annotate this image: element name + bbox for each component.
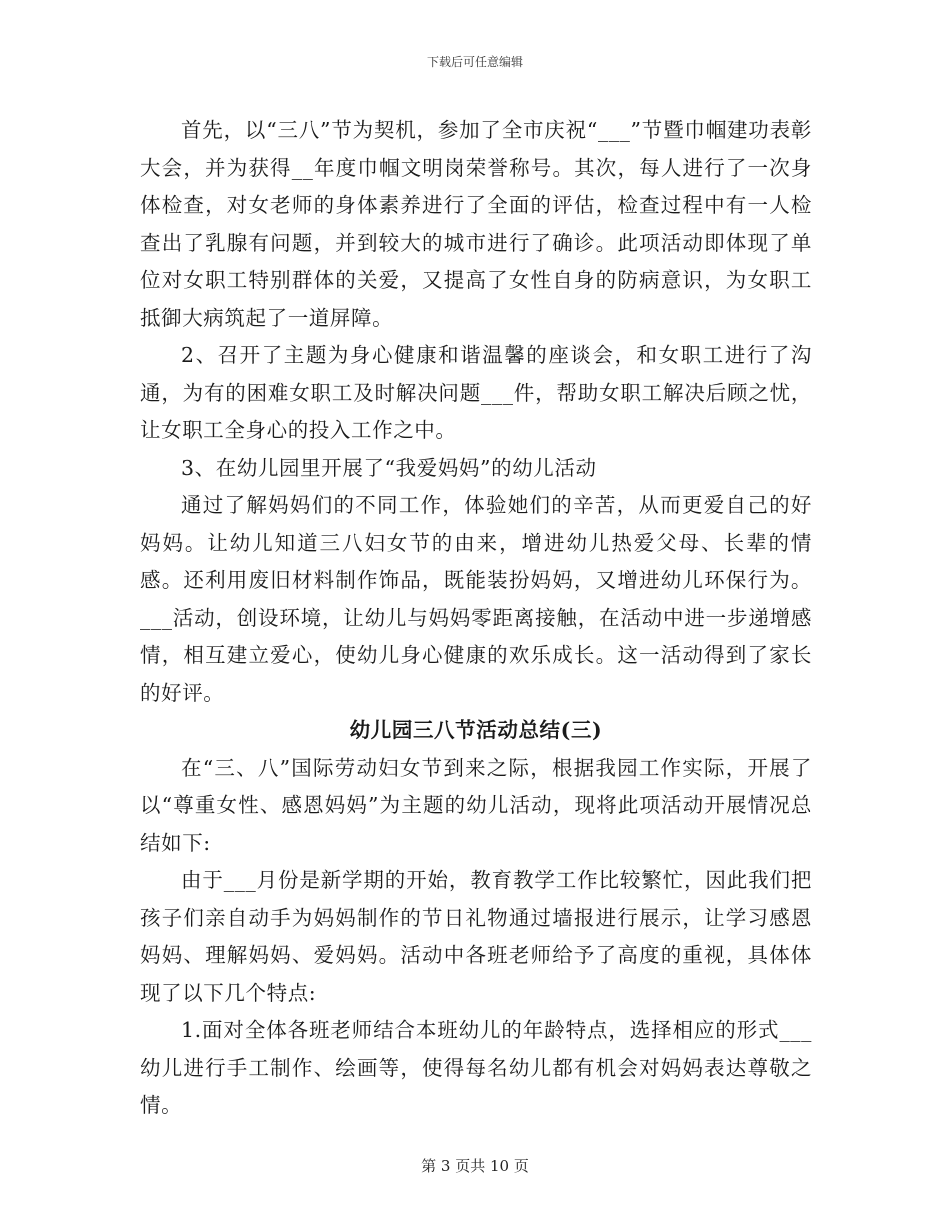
page-footer-number: 第 3 页共 10 页: [421, 1157, 529, 1175]
section-title: 幼儿园三八节活动总结(三): [349, 718, 603, 742]
paragraph-3: 3、在幼儿园里开展了“我爱妈妈”的幼儿活动: [181, 455, 597, 480]
document-body: [140, 112, 812, 1125]
paragraph-5: 在“三、八”国际劳动妇女节到来之际，根据我园工作实际，开展了以“尊重女性、感恩妈妈”为主题的幼儿活动，现将此项活动开展情况总结如下:: [140, 755, 812, 855]
page-header-note: 下载后可任意编辑: [426, 55, 523, 69]
paragraph-6: 由于___月份是新学期的开始，教育教学工作比较繁忙，因此我们把孩子们亲自动手为妈妈制作的节日礼物通过墙报进行展示，让学习感恩妈妈、理解妈妈、爱妈妈。活动中各班老师给予了高度的重视，具体体现了以下几个特点:: [140, 868, 812, 1005]
paragraph-1: 首先，以“三八”节为契机，参加了全市庆祝“___”节暨巾帼建功表彰大会，并为获得__年度巾帼文明岗荣誉称号。其次，每人进行了一次身体检查，对女老师的身体素养进行了全面的评估，检查过程中有一人检查出了乳腺有问题，并到较大的城市进行了确诊。此项活动即体现了单位对女职工特别群体的关爱，又提高了女性自身的防病意识，为女职工抵御大病筑起了一道屏障。: [140, 118, 812, 330]
paragraph-7: 1.面对全体各班老师结合本班幼儿的年龄特点，选择相应的形式___幼儿进行手工制作、绘画等，使得每名幼儿都有机会对妈妈表达尊敬之情。: [140, 1018, 812, 1117]
paragraph-2: 2、召开了主题为身心健康和谐温馨的座谈会，和女职工进行了沟通，为有的困难女职工及时解决问题___件，帮助女职工解决后顾之忧，让女职工全身心的投入工作之中。: [140, 343, 812, 442]
paragraph-4: 通过了解妈妈们的不同工作，体验她们的辛苦，从而更爱自己的好妈妈。让幼儿知道三八妇女节的由来，增进幼儿热爱父母、长辈的情感。还利用废旧材料制作饰品，既能装扮妈妈，又增进幼儿环保行为。___活动，创设环境，让幼儿与妈妈零距离接触，在活动中进一步递增感情，相互建立爱心，使幼儿身心健康的欢乐成长。这一活动得到了家长的好评。: [140, 493, 812, 705]
